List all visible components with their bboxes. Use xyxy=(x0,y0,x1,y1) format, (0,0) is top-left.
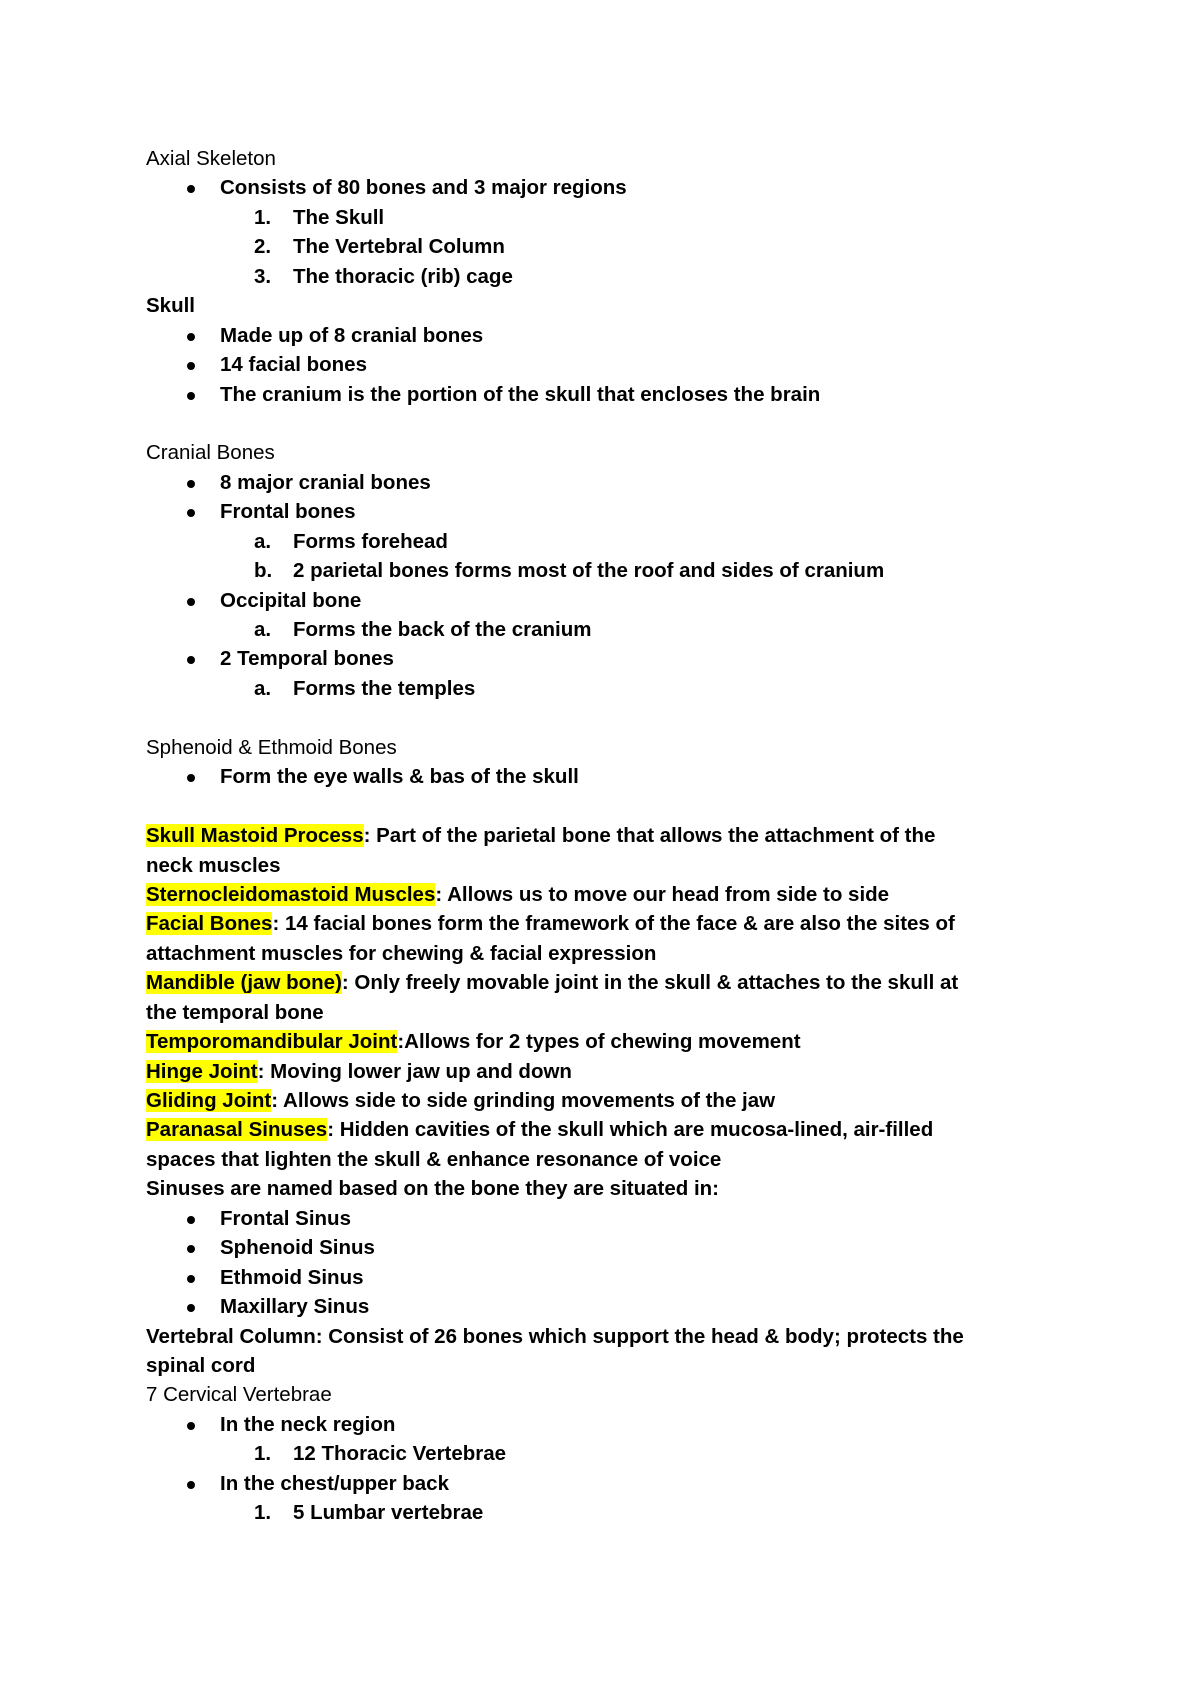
bullet-icon xyxy=(187,480,195,488)
heading-axial-skeleton: Axial Skeleton xyxy=(146,147,276,170)
bullet-icon xyxy=(187,1422,195,1430)
list-item: In the chest/upper back xyxy=(146,1469,1066,1498)
heading-skull: Skull xyxy=(146,294,195,318)
term-definition-cont: neck muscles xyxy=(146,853,281,877)
term-definition: Mandible (jaw bone): Only freely movable joint in the skull & attaches to the skull at xyxy=(146,971,959,995)
highlighted-term: Facial Bones xyxy=(146,912,273,936)
list-item: Consists of 80 bones and 3 major regions xyxy=(146,173,1066,202)
list-item: 2 Temporal bones xyxy=(146,644,1066,673)
highlighted-term: Sternocleidomastoid Muscles xyxy=(146,882,436,906)
bullet-icon xyxy=(187,774,195,782)
list-item: a. Forms the temples xyxy=(254,676,476,700)
term-definition: Temporomandibular Joint:Allows for 2 types of chewing movement xyxy=(146,1030,801,1054)
list-item: b. 2 parietal bones forms most of the roof and sides of cranium xyxy=(254,559,885,583)
list-item: Sphenoid Sinus xyxy=(146,1233,1066,1262)
term-definition-cont: attachment muscles for chewing & facial expression xyxy=(146,941,657,965)
heading-sphenoid-ethmoid: Sphenoid & Ethmoid Bones xyxy=(146,735,397,759)
blank-line xyxy=(146,703,1066,732)
term-definition: Sternocleidomastoid Muscles: Allows us to move our head from side to side xyxy=(146,882,890,906)
term-definition: Skull Mastoid Process: Part of the parietal bone that allows the attachment of the xyxy=(146,824,936,848)
vertebral-column-line-cont: spinal cord xyxy=(146,1353,256,1377)
highlighted-term: Skull Mastoid Process xyxy=(146,824,364,848)
bullet-icon xyxy=(187,1275,195,1283)
bullet-icon xyxy=(187,333,195,341)
bullet-icon xyxy=(187,1216,195,1224)
list-item: Form the eye walls & bas of the skull xyxy=(146,762,1066,791)
blank-line xyxy=(146,409,1066,438)
list-item: In the neck region xyxy=(146,1410,1066,1439)
heading-cranial-bones: Cranial Bones xyxy=(146,441,275,465)
term-definition: Gliding Joint: Allows side to side grinding movements of the jaw xyxy=(146,1089,776,1112)
bullet-icon xyxy=(187,392,195,400)
bullet-icon xyxy=(187,1304,195,1312)
list-item: Frontal Sinus xyxy=(146,1204,1066,1233)
list-item: 2. The Vertebral Column xyxy=(254,235,505,259)
list-item: 1. 5 Lumbar vertebrae xyxy=(254,1501,484,1525)
bullet-icon xyxy=(187,1245,195,1253)
list-item: a. Forms forehead xyxy=(254,529,448,553)
list-item: Made up of 8 cranial bones xyxy=(146,321,1066,350)
list-item: a. Forms the back of the cranium xyxy=(254,618,592,641)
list-item: The cranium is the portion of the skull that encloses the brain xyxy=(146,380,1066,409)
sinus-intro: Sinuses are named based on the bone they are situated in: xyxy=(146,1177,720,1201)
term-definition-cont: spaces that lighten the skull & enhance resonance of voice xyxy=(146,1147,722,1171)
bullet-icon xyxy=(187,1481,195,1489)
highlighted-term: Temporomandibular Joint xyxy=(146,1030,398,1054)
list-item: 1. The Skull xyxy=(254,205,385,229)
term-definition: Paranasal Sinuses: Hidden cavities of the skull which are mucosa-lined, air-filled xyxy=(146,1118,934,1142)
list-item: Maxillary Sinus xyxy=(146,1292,1066,1321)
bullet-icon xyxy=(187,656,195,664)
list-item: Frontal bones xyxy=(146,497,1066,526)
highlighted-term: Hinge Joint xyxy=(146,1059,258,1083)
list-item: Ethmoid Sinus xyxy=(146,1263,1066,1292)
bullet-icon xyxy=(187,509,195,517)
term-definition: Hinge Joint: Moving lower jaw up and down xyxy=(146,1059,572,1083)
blank-line xyxy=(146,792,1066,821)
term-definition: Facial Bones: 14 facial bones form the framework of the face & are also the sites of xyxy=(146,912,955,936)
list-item: 8 major cranial bones xyxy=(146,468,1066,497)
bullet-icon xyxy=(187,598,195,606)
bullet-icon xyxy=(187,362,195,370)
highlighted-term: Paranasal Sinuses xyxy=(146,1118,328,1142)
list-item: Occipital bone xyxy=(146,586,1066,615)
document-page xyxy=(146,144,1066,1528)
highlighted-term: Mandible (jaw bone) xyxy=(146,971,342,995)
list-item: 3. The thoracic (rib) cage xyxy=(254,264,513,288)
vertebral-column-line: Vertebral Column: Consist of 26 bones which support the head & body; protects the xyxy=(146,1324,964,1348)
highlighted-term: Gliding Joint xyxy=(146,1089,272,1112)
list-item: 1. 12 Thoracic Vertebrae xyxy=(254,1442,507,1466)
term-definition-cont: the temporal bone xyxy=(146,1000,324,1024)
heading-cervical: 7 Cervical Vertebrae xyxy=(146,1383,332,1407)
list-item: 14 facial bones xyxy=(146,350,1066,379)
bullet-icon xyxy=(187,185,195,193)
